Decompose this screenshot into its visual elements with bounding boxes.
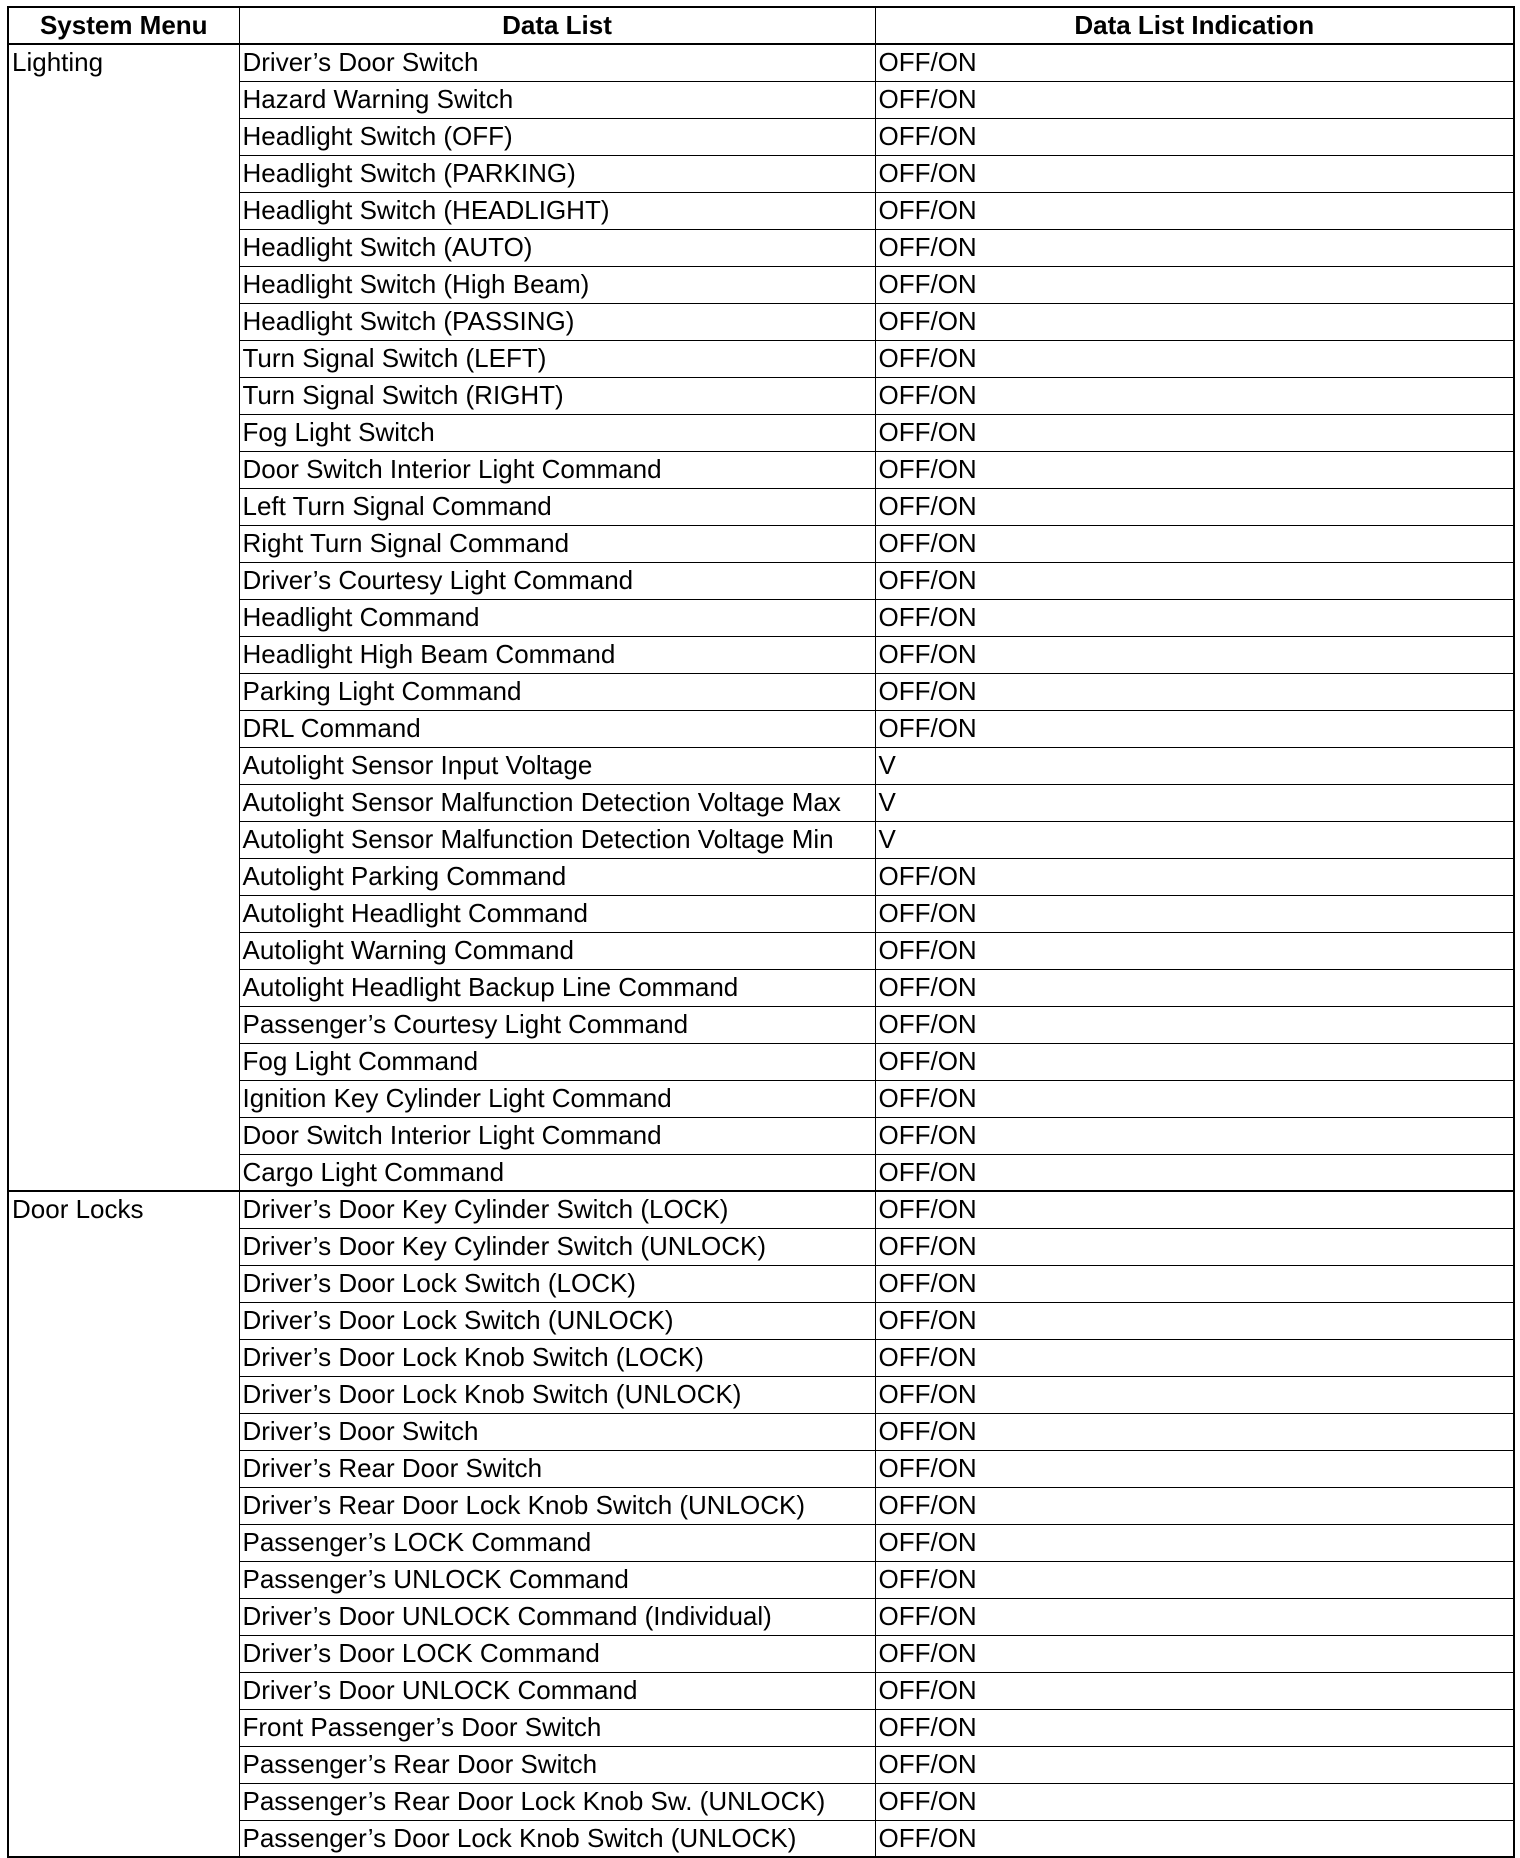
- header-system-menu: System Menu: [8, 7, 239, 44]
- data-list-cell: Autolight Sensor Input Voltage: [239, 747, 875, 784]
- indication-cell: OFF/ON: [875, 488, 1514, 525]
- indication-cell: OFF/ON: [875, 451, 1514, 488]
- data-list-cell: DRL Command: [239, 710, 875, 747]
- data-list-cell: Fog Light Switch: [239, 414, 875, 451]
- data-list-cell: Hazard Warning Switch: [239, 81, 875, 118]
- data-list-cell: Left Turn Signal Command: [239, 488, 875, 525]
- data-list-cell: Driver’s Door Switch: [239, 1413, 875, 1450]
- indication-cell: V: [875, 747, 1514, 784]
- table-body: [8, 44, 1514, 1857]
- data-list-cell: Turn Signal Switch (LEFT): [239, 340, 875, 377]
- data-list-cell: Headlight Command: [239, 599, 875, 636]
- indication-cell: OFF/ON: [875, 932, 1514, 969]
- data-list-cell: Cargo Light Command: [239, 1154, 875, 1191]
- data-list-cell: Driver’s Rear Door Switch: [239, 1450, 875, 1487]
- data-list-cell: Driver’s Door Lock Knob Switch (UNLOCK): [239, 1376, 875, 1413]
- indication-cell: OFF/ON: [875, 1450, 1514, 1487]
- indication-cell: OFF/ON: [875, 1635, 1514, 1672]
- indication-cell: OFF/ON: [875, 118, 1514, 155]
- indication-cell: OFF/ON: [875, 1598, 1514, 1635]
- indication-cell: OFF/ON: [875, 858, 1514, 895]
- data-list-cell: Driver’s Rear Door Lock Knob Switch (UNLOCK): [239, 1487, 875, 1524]
- indication-cell: OFF/ON: [875, 525, 1514, 562]
- indication-cell: V: [875, 784, 1514, 821]
- data-list-cell: Driver’s Door Key Cylinder Switch (LOCK): [239, 1191, 875, 1228]
- data-list-cell: Autolight Sensor Malfunction Detection Voltage Max: [239, 784, 875, 821]
- data-list-cell: Passenger’s UNLOCK Command: [239, 1561, 875, 1598]
- data-list-cell: Door Switch Interior Light Command: [239, 1117, 875, 1154]
- data-list-cell: Driver’s Door LOCK Command: [239, 1635, 875, 1672]
- indication-cell: OFF/ON: [875, 377, 1514, 414]
- header-data-list: Data List: [239, 7, 875, 44]
- data-list-cell: Headlight Switch (OFF): [239, 118, 875, 155]
- table-row: [8, 44, 1514, 81]
- data-list-cell: Headlight Switch (PARKING): [239, 155, 875, 192]
- data-list-cell: Parking Light Command: [239, 673, 875, 710]
- indication-cell: OFF/ON: [875, 192, 1514, 229]
- indication-cell: OFF/ON: [875, 1524, 1514, 1561]
- data-list-cell: Autolight Headlight Command: [239, 895, 875, 932]
- data-list-cell: Headlight Switch (HEADLIGHT): [239, 192, 875, 229]
- system-menu-cell: Door Locks: [8, 1191, 239, 1857]
- indication-cell: OFF/ON: [875, 414, 1514, 451]
- indication-cell: OFF/ON: [875, 1339, 1514, 1376]
- indication-cell: OFF/ON: [875, 44, 1514, 81]
- indication-cell: OFF/ON: [875, 81, 1514, 118]
- indication-cell: OFF/ON: [875, 895, 1514, 932]
- indication-cell: OFF/ON: [875, 636, 1514, 673]
- data-list-cell: Driver’s Door Lock Knob Switch (LOCK): [239, 1339, 875, 1376]
- indication-cell: OFF/ON: [875, 1561, 1514, 1598]
- indication-cell: OFF/ON: [875, 1709, 1514, 1746]
- data-list-cell: Passenger’s Rear Door Lock Knob Sw. (UNLOCK): [239, 1783, 875, 1820]
- table-row: [8, 1191, 1514, 1228]
- data-list-cell: Turn Signal Switch (RIGHT): [239, 377, 875, 414]
- indication-cell: OFF/ON: [875, 710, 1514, 747]
- data-list-cell: Passenger’s LOCK Command: [239, 1524, 875, 1561]
- indication-cell: OFF/ON: [875, 1413, 1514, 1450]
- data-list-cell: Driver’s Door Key Cylinder Switch (UNLOCK): [239, 1228, 875, 1265]
- data-list-cell: Headlight High Beam Command: [239, 636, 875, 673]
- data-list-cell: Driver’s Door Lock Switch (LOCK): [239, 1265, 875, 1302]
- indication-cell: OFF/ON: [875, 340, 1514, 377]
- indication-cell: OFF/ON: [875, 562, 1514, 599]
- indication-cell: OFF/ON: [875, 969, 1514, 1006]
- data-list-cell: Driver’s Door Lock Switch (UNLOCK): [239, 1302, 875, 1339]
- data-list-cell: Passenger’s Courtesy Light Command: [239, 1006, 875, 1043]
- data-list-cell: Autolight Parking Command: [239, 858, 875, 895]
- data-list-cell: Right Turn Signal Command: [239, 525, 875, 562]
- indication-cell: OFF/ON: [875, 1672, 1514, 1709]
- indication-cell: OFF/ON: [875, 1302, 1514, 1339]
- system-menu-cell: Lighting: [8, 44, 239, 1191]
- indication-cell: OFF/ON: [875, 1783, 1514, 1820]
- indication-cell: OFF/ON: [875, 1117, 1514, 1154]
- data-list-cell: Fog Light Command: [239, 1043, 875, 1080]
- data-list-cell: Autolight Sensor Malfunction Detection Voltage Min: [239, 821, 875, 858]
- indication-cell: OFF/ON: [875, 1043, 1514, 1080]
- data-list-cell: Headlight Switch (PASSING): [239, 303, 875, 340]
- indication-cell: OFF/ON: [875, 1820, 1514, 1857]
- data-list-cell: Ignition Key Cylinder Light Command: [239, 1080, 875, 1117]
- indication-cell: OFF/ON: [875, 155, 1514, 192]
- indication-cell: OFF/ON: [875, 1487, 1514, 1524]
- indication-cell: OFF/ON: [875, 1191, 1514, 1228]
- header-data-list-indication: Data List Indication: [875, 7, 1514, 44]
- indication-cell: OFF/ON: [875, 266, 1514, 303]
- data-list-cell: Driver’s Courtesy Light Command: [239, 562, 875, 599]
- indication-cell: OFF/ON: [875, 303, 1514, 340]
- indication-cell: OFF/ON: [875, 229, 1514, 266]
- data-list-cell: Passenger’s Door Lock Knob Switch (UNLOCK): [239, 1820, 875, 1857]
- indication-cell: OFF/ON: [875, 1228, 1514, 1265]
- indication-cell: OFF/ON: [875, 1376, 1514, 1413]
- data-list-cell: Autolight Headlight Backup Line Command: [239, 969, 875, 1006]
- data-list-cell: Passenger’s Rear Door Switch: [239, 1746, 875, 1783]
- indication-cell: OFF/ON: [875, 1080, 1514, 1117]
- header-row: [8, 7, 1514, 44]
- data-list-cell: Driver’s Door Switch: [239, 44, 875, 81]
- indication-cell: OFF/ON: [875, 1006, 1514, 1043]
- data-list-cell: Driver’s Door UNLOCK Command (Individual): [239, 1598, 875, 1635]
- data-list-table: [7, 6, 1515, 1858]
- data-list-cell: Door Switch Interior Light Command: [239, 451, 875, 488]
- indication-cell: V: [875, 821, 1514, 858]
- data-list-cell: Headlight Switch (AUTO): [239, 229, 875, 266]
- data-list-cell: Driver’s Door UNLOCK Command: [239, 1672, 875, 1709]
- indication-cell: OFF/ON: [875, 599, 1514, 636]
- data-list-cell: Autolight Warning Command: [239, 932, 875, 969]
- data-list-cell: Front Passenger’s Door Switch: [239, 1709, 875, 1746]
- indication-cell: OFF/ON: [875, 1265, 1514, 1302]
- indication-cell: OFF/ON: [875, 1746, 1514, 1783]
- indication-cell: OFF/ON: [875, 673, 1514, 710]
- indication-cell: OFF/ON: [875, 1154, 1514, 1191]
- data-list-cell: Headlight Switch (High Beam): [239, 266, 875, 303]
- data-list-sheet: [7, 6, 1513, 1858]
